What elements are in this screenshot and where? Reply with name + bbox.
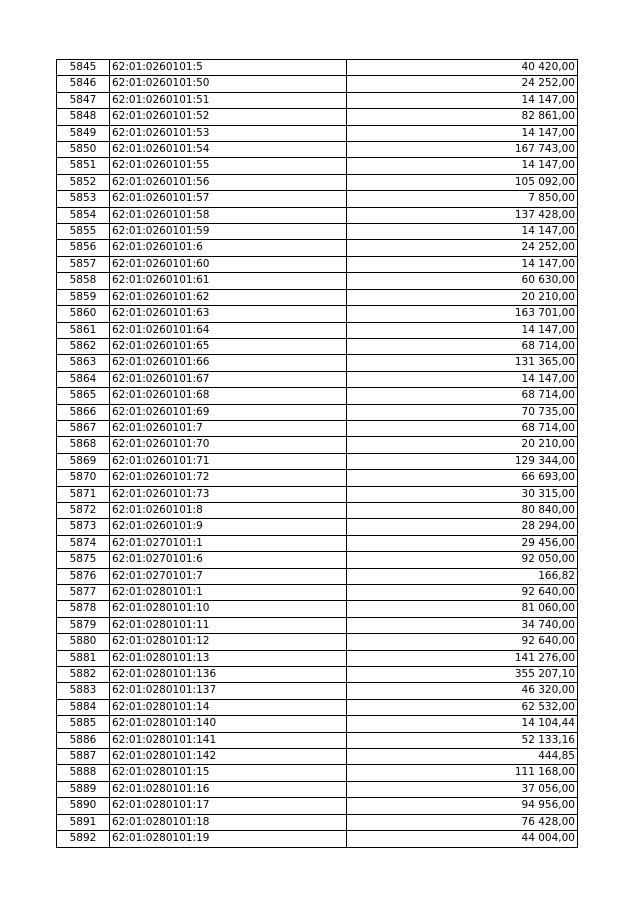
value-cell: 30 315,00 xyxy=(347,486,578,502)
row-number-cell: 5872 xyxy=(57,502,110,518)
value-cell: 111 168,00 xyxy=(347,765,578,781)
table-row xyxy=(57,699,578,715)
row-number-cell: 5862 xyxy=(57,338,110,354)
row-number-cell: 5854 xyxy=(57,207,110,223)
table-row xyxy=(57,355,578,371)
value-cell: 29 456,00 xyxy=(347,535,578,551)
row-number-cell: 5846 xyxy=(57,76,110,92)
value-cell: 40 420,00 xyxy=(347,60,578,76)
cadastral-number-cell: 62:01:0260101:72 xyxy=(110,470,347,486)
row-number-cell: 5864 xyxy=(57,371,110,387)
value-cell: 141 276,00 xyxy=(347,650,578,666)
table-row xyxy=(57,174,578,190)
row-number-cell: 5891 xyxy=(57,814,110,830)
row-number-cell: 5845 xyxy=(57,60,110,76)
row-number-cell: 5874 xyxy=(57,535,110,551)
table-row xyxy=(57,453,578,469)
value-cell: 70 735,00 xyxy=(347,404,578,420)
cadastral-number-cell: 62:01:0260101:62 xyxy=(110,289,347,305)
value-cell: 163 701,00 xyxy=(347,306,578,322)
value-cell: 20 210,00 xyxy=(347,289,578,305)
value-cell: 68 714,00 xyxy=(347,388,578,404)
row-number-cell: 5860 xyxy=(57,306,110,322)
value-cell: 355 207,10 xyxy=(347,667,578,683)
value-cell: 14 147,00 xyxy=(347,158,578,174)
row-number-cell: 5866 xyxy=(57,404,110,420)
cadastral-number-cell: 62:01:0280101:140 xyxy=(110,716,347,732)
value-cell: 167 743,00 xyxy=(347,142,578,158)
table-row xyxy=(57,732,578,748)
value-cell: 80 840,00 xyxy=(347,502,578,518)
row-number-cell: 5858 xyxy=(57,273,110,289)
cadastral-number-cell: 62:01:0280101:19 xyxy=(110,831,347,847)
cadastral-number-cell: 62:01:0260101:66 xyxy=(110,355,347,371)
cadastral-value-table xyxy=(56,59,578,848)
cadastral-number-cell: 62:01:0280101:11 xyxy=(110,617,347,633)
row-number-cell: 5851 xyxy=(57,158,110,174)
value-cell: 44 004,00 xyxy=(347,831,578,847)
row-number-cell: 5879 xyxy=(57,617,110,633)
row-number-cell: 5852 xyxy=(57,174,110,190)
cadastral-number-cell: 62:01:0260101:59 xyxy=(110,224,347,240)
cadastral-number-cell: 62:01:0260101:68 xyxy=(110,388,347,404)
row-number-cell: 5847 xyxy=(57,92,110,108)
table-row xyxy=(57,273,578,289)
value-cell: 34 740,00 xyxy=(347,617,578,633)
cadastral-number-cell: 62:01:0280101:1 xyxy=(110,585,347,601)
row-number-cell: 5886 xyxy=(57,732,110,748)
value-cell: 7 850,00 xyxy=(347,191,578,207)
table-row xyxy=(57,683,578,699)
table-row xyxy=(57,781,578,797)
table-row xyxy=(57,322,578,338)
table-row xyxy=(57,125,578,141)
cadastral-number-cell: 62:01:0260101:7 xyxy=(110,420,347,436)
table-row xyxy=(57,306,578,322)
cadastral-number-cell: 62:01:0260101:71 xyxy=(110,453,347,469)
value-cell: 68 714,00 xyxy=(347,420,578,436)
table-row xyxy=(57,634,578,650)
cadastral-number-cell: 62:01:0260101:54 xyxy=(110,142,347,158)
value-cell: 24 252,00 xyxy=(347,76,578,92)
table-row xyxy=(57,109,578,125)
value-cell: 14 147,00 xyxy=(347,256,578,272)
cadastral-number-cell: 62:01:0260101:8 xyxy=(110,502,347,518)
table-row xyxy=(57,765,578,781)
cadastral-number-cell: 62:01:0260101:60 xyxy=(110,256,347,272)
cadastral-number-cell: 62:01:0260101:56 xyxy=(110,174,347,190)
row-number-cell: 5863 xyxy=(57,355,110,371)
table-row xyxy=(57,60,578,76)
table-row xyxy=(57,749,578,765)
cadastral-number-cell: 62:01:0260101:52 xyxy=(110,109,347,125)
row-number-cell: 5882 xyxy=(57,667,110,683)
value-cell: 92 640,00 xyxy=(347,634,578,650)
value-cell: 68 714,00 xyxy=(347,338,578,354)
table-row xyxy=(57,667,578,683)
value-cell: 131 365,00 xyxy=(347,355,578,371)
value-cell: 444,85 xyxy=(347,749,578,765)
value-cell: 105 092,00 xyxy=(347,174,578,190)
value-cell: 129 344,00 xyxy=(347,453,578,469)
table-row xyxy=(57,256,578,272)
value-cell: 92 640,00 xyxy=(347,585,578,601)
table-row xyxy=(57,142,578,158)
cadastral-number-cell: 62:01:0280101:16 xyxy=(110,781,347,797)
cadastral-number-cell: 62:01:0260101:58 xyxy=(110,207,347,223)
row-number-cell: 5850 xyxy=(57,142,110,158)
row-number-cell: 5875 xyxy=(57,552,110,568)
table-row xyxy=(57,420,578,436)
row-number-cell: 5880 xyxy=(57,634,110,650)
cadastral-number-cell: 62:01:0260101:63 xyxy=(110,306,347,322)
value-cell: 81 060,00 xyxy=(347,601,578,617)
row-number-cell: 5878 xyxy=(57,601,110,617)
table-row xyxy=(57,601,578,617)
value-cell: 14 147,00 xyxy=(347,92,578,108)
table-row xyxy=(57,404,578,420)
value-cell: 62 532,00 xyxy=(347,699,578,715)
row-number-cell: 5881 xyxy=(57,650,110,666)
table-row xyxy=(57,585,578,601)
table-row xyxy=(57,552,578,568)
value-cell: 14 147,00 xyxy=(347,371,578,387)
cadastral-number-cell: 62:01:0260101:70 xyxy=(110,437,347,453)
table-body xyxy=(57,60,578,848)
cadastral-number-cell: 62:01:0280101:137 xyxy=(110,683,347,699)
table-row xyxy=(57,519,578,535)
cadastral-number-cell: 62:01:0260101:6 xyxy=(110,240,347,256)
row-number-cell: 5856 xyxy=(57,240,110,256)
table-row xyxy=(57,158,578,174)
table-row xyxy=(57,535,578,551)
value-cell: 94 956,00 xyxy=(347,798,578,814)
row-number-cell: 5876 xyxy=(57,568,110,584)
row-number-cell: 5870 xyxy=(57,470,110,486)
row-number-cell: 5873 xyxy=(57,519,110,535)
cadastral-number-cell: 62:01:0260101:51 xyxy=(110,92,347,108)
table-row xyxy=(57,486,578,502)
row-number-cell: 5869 xyxy=(57,453,110,469)
value-cell: 137 428,00 xyxy=(347,207,578,223)
cadastral-number-cell: 62:01:0280101:12 xyxy=(110,634,347,650)
value-cell: 37 056,00 xyxy=(347,781,578,797)
cadastral-number-cell: 62:01:0280101:15 xyxy=(110,765,347,781)
cadastral-number-cell: 62:01:0280101:18 xyxy=(110,814,347,830)
cadastral-number-cell: 62:01:0280101:14 xyxy=(110,699,347,715)
row-number-cell: 5888 xyxy=(57,765,110,781)
cadastral-number-cell: 62:01:0280101:13 xyxy=(110,650,347,666)
cadastral-number-cell: 62:01:0280101:141 xyxy=(110,732,347,748)
value-cell: 14 147,00 xyxy=(347,224,578,240)
value-cell: 20 210,00 xyxy=(347,437,578,453)
value-cell: 76 428,00 xyxy=(347,814,578,830)
table-row xyxy=(57,92,578,108)
row-number-cell: 5868 xyxy=(57,437,110,453)
cadastral-number-cell: 62:01:0280101:17 xyxy=(110,798,347,814)
cadastral-number-cell: 62:01:0270101:6 xyxy=(110,552,347,568)
cadastral-number-cell: 62:01:0260101:57 xyxy=(110,191,347,207)
table-row xyxy=(57,191,578,207)
cadastral-number-cell: 62:01:0260101:55 xyxy=(110,158,347,174)
cadastral-number-cell: 62:01:0270101:1 xyxy=(110,535,347,551)
row-number-cell: 5877 xyxy=(57,585,110,601)
table-row xyxy=(57,617,578,633)
table-row xyxy=(57,502,578,518)
table-row xyxy=(57,289,578,305)
cadastral-number-cell: 62:01:0260101:65 xyxy=(110,338,347,354)
value-cell: 82 861,00 xyxy=(347,109,578,125)
table-row xyxy=(57,798,578,814)
table-row xyxy=(57,568,578,584)
table-row xyxy=(57,207,578,223)
table-row xyxy=(57,388,578,404)
row-number-cell: 5857 xyxy=(57,256,110,272)
cadastral-number-cell: 62:01:0280101:136 xyxy=(110,667,347,683)
value-cell: 166,82 xyxy=(347,568,578,584)
cadastral-number-cell: 62:01:0280101:10 xyxy=(110,601,347,617)
row-number-cell: 5865 xyxy=(57,388,110,404)
value-cell: 24 252,00 xyxy=(347,240,578,256)
cadastral-number-cell: 62:01:0260101:53 xyxy=(110,125,347,141)
value-cell: 46 320,00 xyxy=(347,683,578,699)
cadastral-number-cell: 62:01:0260101:5 xyxy=(110,60,347,76)
cadastral-number-cell: 62:01:0260101:64 xyxy=(110,322,347,338)
value-cell: 14 104,44 xyxy=(347,716,578,732)
cadastral-number-cell: 62:01:0260101:73 xyxy=(110,486,347,502)
value-cell: 92 050,00 xyxy=(347,552,578,568)
table-row xyxy=(57,240,578,256)
row-number-cell: 5861 xyxy=(57,322,110,338)
table-row xyxy=(57,831,578,847)
value-cell: 52 133,16 xyxy=(347,732,578,748)
table-row xyxy=(57,470,578,486)
row-number-cell: 5855 xyxy=(57,224,110,240)
table-row xyxy=(57,76,578,92)
cadastral-number-cell: 62:01:0270101:7 xyxy=(110,568,347,584)
row-number-cell: 5884 xyxy=(57,699,110,715)
row-number-cell: 5887 xyxy=(57,749,110,765)
row-number-cell: 5859 xyxy=(57,289,110,305)
row-number-cell: 5892 xyxy=(57,831,110,847)
value-cell: 66 693,00 xyxy=(347,470,578,486)
table-row xyxy=(57,224,578,240)
row-number-cell: 5889 xyxy=(57,781,110,797)
cadastral-number-cell: 62:01:0260101:61 xyxy=(110,273,347,289)
table-row xyxy=(57,814,578,830)
row-number-cell: 5853 xyxy=(57,191,110,207)
row-number-cell: 5867 xyxy=(57,420,110,436)
cadastral-number-cell: 62:01:0260101:50 xyxy=(110,76,347,92)
table-row xyxy=(57,338,578,354)
row-number-cell: 5890 xyxy=(57,798,110,814)
table-row xyxy=(57,650,578,666)
cadastral-number-cell: 62:01:0260101:69 xyxy=(110,404,347,420)
cadastral-number-cell: 62:01:0260101:9 xyxy=(110,519,347,535)
row-number-cell: 5883 xyxy=(57,683,110,699)
value-cell: 60 630,00 xyxy=(347,273,578,289)
cadastral-number-cell: 62:01:0260101:67 xyxy=(110,371,347,387)
table-row xyxy=(57,716,578,732)
value-cell: 28 294,00 xyxy=(347,519,578,535)
value-cell: 14 147,00 xyxy=(347,125,578,141)
row-number-cell: 5849 xyxy=(57,125,110,141)
row-number-cell: 5871 xyxy=(57,486,110,502)
value-cell: 14 147,00 xyxy=(347,322,578,338)
table-row xyxy=(57,371,578,387)
cadastral-number-cell: 62:01:0280101:142 xyxy=(110,749,347,765)
table-row xyxy=(57,437,578,453)
row-number-cell: 5848 xyxy=(57,109,110,125)
row-number-cell: 5885 xyxy=(57,716,110,732)
